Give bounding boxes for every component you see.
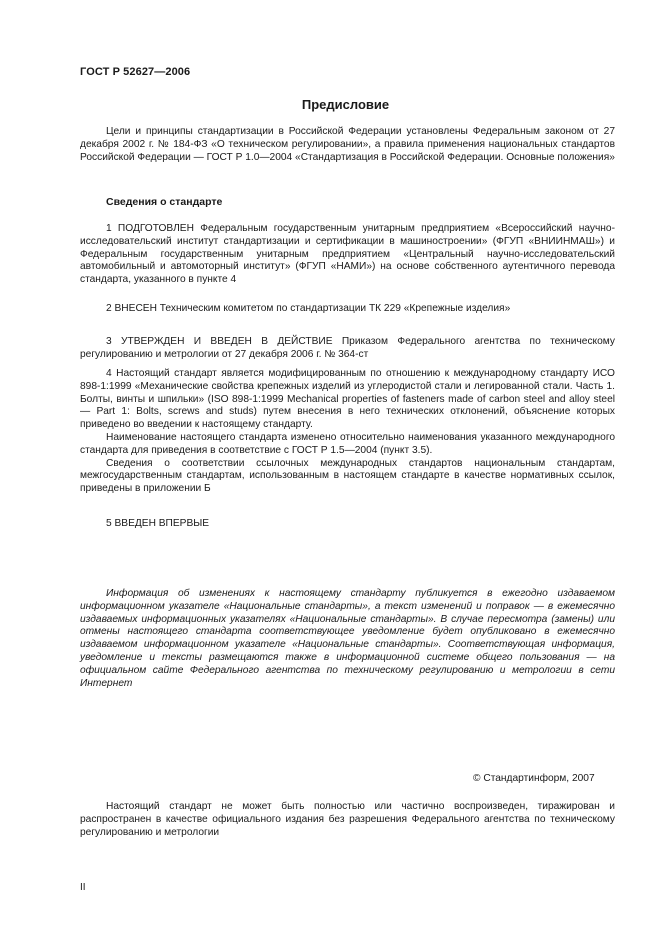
info-heading: Сведения о стандарте: [106, 196, 223, 208]
reproduction-section: [80, 801, 615, 839]
item-3-paragraph: 3 УТВЕРЖДЕН И ВВЕДЕН В ДЕЙСТВИЕ Приказом Федерального агентства по техническому регулированию и метрологии от 27 декабря 2006 г. № 364-ст: [80, 336, 615, 360]
item-4-paragraph-2: Наименование настоящего стандарта изменено относительно наименования указанного международного стандарта для приведения в соответствие с ГОСТ Р 1.5—2004 (пункт 3.5).: [80, 431, 615, 456]
item-4-paragraph-1: 4 Настоящий стандарт является модифицированным по отношению к международному стандарту ИСО 898-1:1999 «Механические свойства крепежных изделий из углеродистой стали и легированной стали. Часть 1. Болты, винты и шпильки» (ISO 898-1:1999 Mechanical properties of fasteners made of carbon steel and alloy steel — Part 1: Bolts, screws and studs) путем внесения в него технических отклонений, объяснение которых приведено во введении к настоящему стандарту.: [80, 368, 615, 431]
item-2-section: [80, 303, 615, 316]
item-1-paragraph: 1 ПОДГОТОВЛЕН Федеральным государственным унитарным предприятием «Всероссийский научно-исследовательский институт стандартизации и сертификации в машиностроении» (ФГУП «ВНИИНМАШ») и Федеральным государственным унитарным предприятием «Центральный научно-исследовательский автомобильный и автомоторный институт» (ФГУП «НАМИ») на основе собственного аутентичного перевода стандарта, указанного в пункте 4: [80, 223, 615, 286]
intro-paragraph: Цели и принципы стандартизации в Российской Федерации установлены Федеральным законом от 27 декабря 2002 г. № 184-ФЗ «О техническом регулировании», а правила применения национальных стандартов Российской Федерации — ГОСТ Р 1.0—2004 «Стандартизация в Российской Федерации. Основные положения»: [80, 126, 615, 163]
item-1-section: [80, 223, 615, 287]
document-id-header: ГОСТ Р 52627—2006: [80, 66, 191, 78]
item-5-section: [80, 518, 615, 531]
reproduction-paragraph: Настоящий стандарт не может быть полностью или частично воспроизведен, тиражирован и распространен в качестве официального издания без разрешения Федерального агентства по техническому регулированию и метрологии: [80, 801, 615, 838]
item-2-paragraph: 2 ВНЕСЕН Техническим комитетом по стандартизации ТК 229 «Крепежные изделия»: [106, 303, 511, 314]
item-5-paragraph: 5 ВВЕДЕН ВПЕРВЫЕ: [106, 518, 210, 529]
intro-section: [80, 126, 615, 164]
notice-section: [80, 588, 615, 690]
item-4-paragraph-3: Сведения о соответствии ссылочных международных стандартов национальным стандартам, межгосударственным стандартам, использованным в настоящем стандарте в качестве нормативных ссылок, приведены в приложении Б: [80, 457, 615, 495]
page-title: Предисловие: [301, 97, 390, 112]
item-4-section: [80, 368, 615, 496]
copyright-line: © Стандартинформ, 2007: [473, 773, 595, 784]
notice-paragraph: Информация об изменениях к настоящему стандарту публикуется в ежегодно издаваемом информационном указателе «Национальные стандарты», а текст изменений и поправок — в ежемесячно издаваемых информационных указателях «Национальные стандарты». В случае пересмотра (замены) или отмены настоящего стандарта соответствующее уведомление будет опубликовано в ежемесячно издаваемом информационном указателе «Национальные стандарты». Соответствующая информация, уведомление и тексты размещаются также в информационной системе общего пользования — на официальном сайте Федерального агентства по техническому регулированию и метрологии в сети Интернет: [80, 588, 615, 689]
page-number: II: [80, 882, 86, 893]
item-3-section: [80, 336, 615, 362]
